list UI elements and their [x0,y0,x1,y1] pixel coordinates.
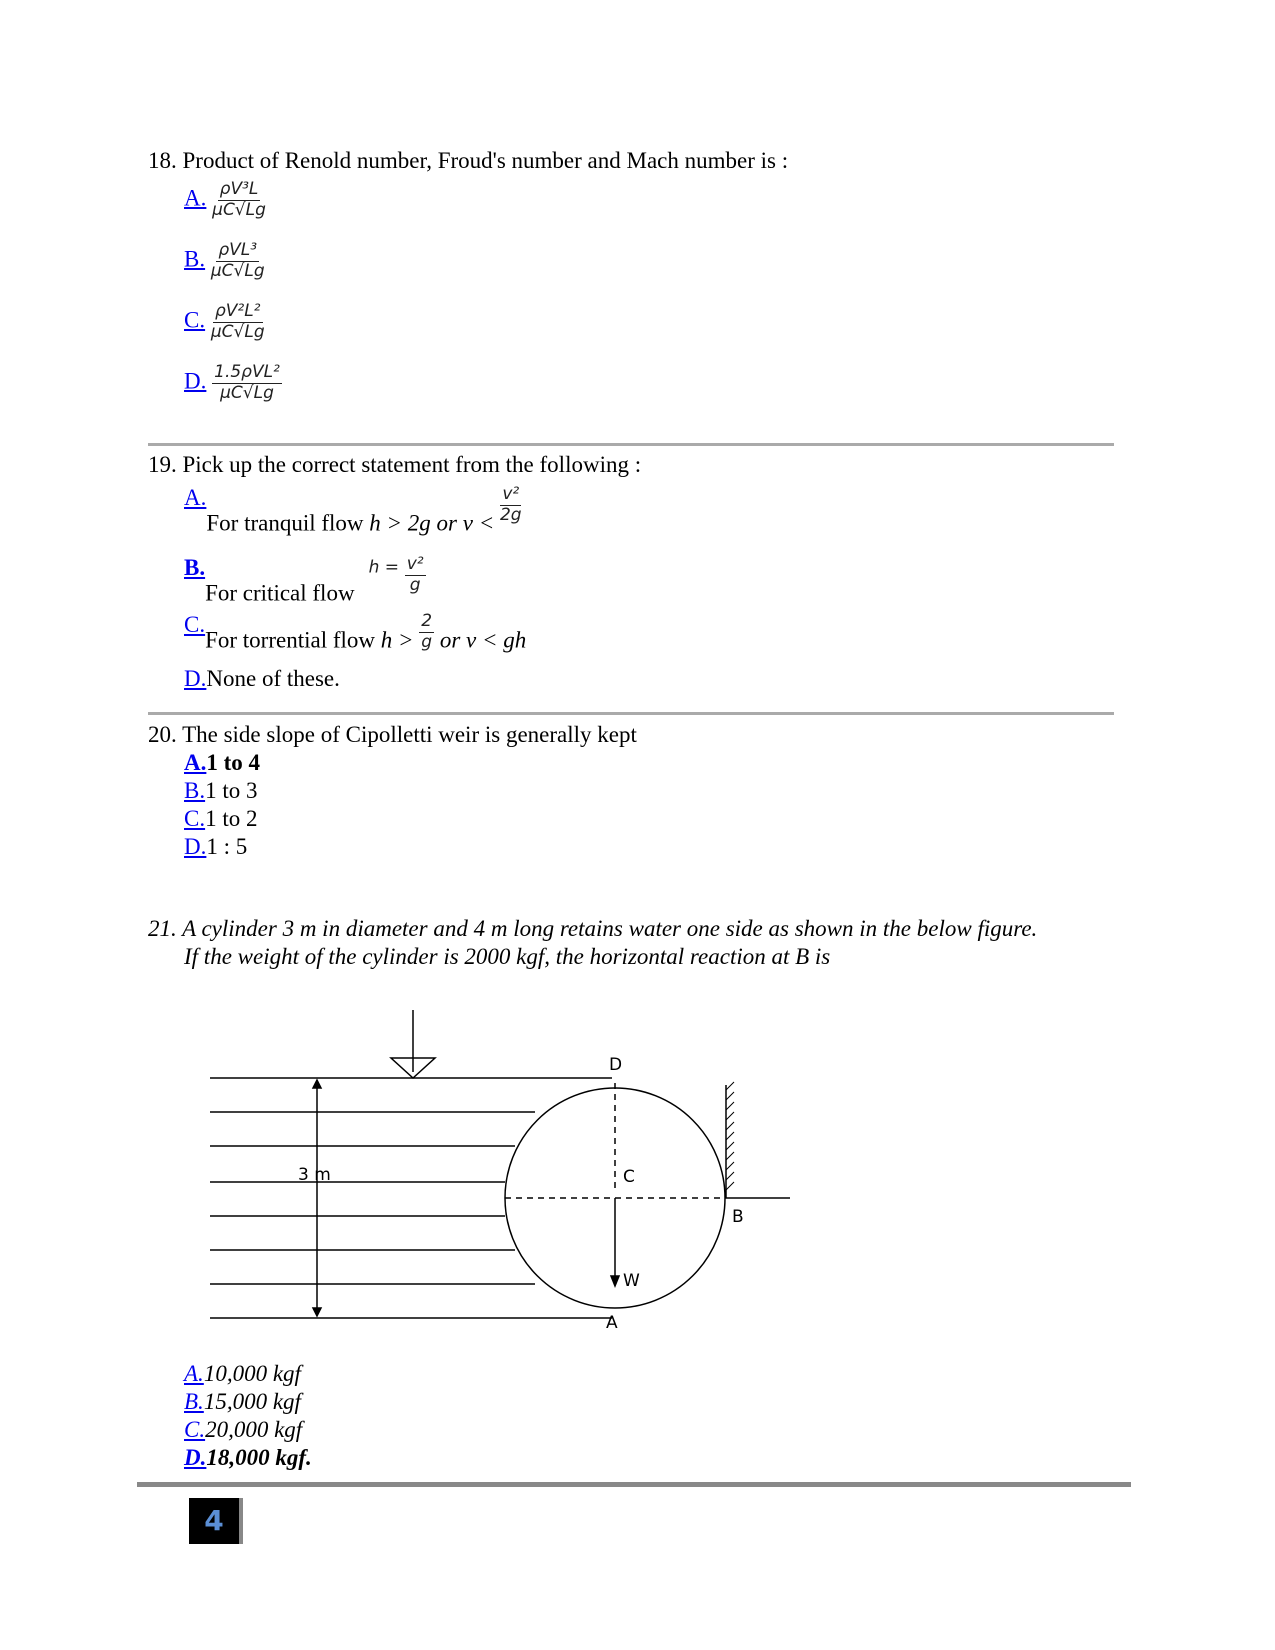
point-d-label: D [609,1055,623,1075]
option-link[interactable]: C. [184,307,206,333]
question-20: 20. The side slope of Cipolletti weir is generally kept [148,722,637,747]
option-text: 18,000 kgf. [206,1445,312,1470]
q21-option-d [184,1445,312,1471]
numerator: ρV²L² [214,301,261,321]
option-text: 15,000 kgf [203,1389,301,1414]
option-link[interactable]: D. [184,1445,207,1470]
option-link[interactable]: C. [184,612,206,637]
point-a-label: A [606,1313,618,1333]
option-link[interactable]: D. [184,666,207,691]
option-text: For torrential flow [205,627,381,653]
option-text: 1 to 4 [206,750,261,775]
numerator: v² [502,484,520,504]
expression: h > [380,627,414,653]
numerator: v² [406,554,424,574]
point-b-label: B [732,1207,744,1227]
option-link[interactable]: D. [184,834,207,859]
question-21-line1: 21. A cylinder 3 m in diameter and 4 m long retains water one side as shown in the below figure. [148,916,1038,941]
denominator: 2g [499,504,522,525]
dimension-label: 3 m [298,1165,331,1185]
option-text: None of these. [206,666,340,691]
denominator: g [409,574,421,595]
denominator: μC√Lg [220,382,274,403]
numerator: 2 [421,611,433,631]
option-link[interactable]: B. [184,246,206,272]
numerator: 1.5ρVL² [214,362,280,382]
option-link[interactable]: A. [184,750,207,775]
denominator: μC√Lg [212,199,266,220]
page-number: 4 [189,1498,243,1544]
option-text: 1 to 2 [205,806,258,831]
option-text: 1 to 3 [205,778,258,803]
question-18: 18. Product of Renold number, Froud's number and Mach number is : [148,148,789,173]
expression: h = [368,557,399,578]
denominator: μC√Lg [210,321,265,342]
footer-rule [137,1482,1131,1487]
option-text: 20,000 kgf [205,1417,303,1442]
option-link[interactable]: B. [184,1389,204,1414]
option-text: For critical flow [205,580,355,606]
numerator: ρV³L [219,179,259,199]
option-text: 1 : 5 [206,834,248,859]
option-link[interactable]: A. [184,1361,204,1386]
q21-option-c [184,1417,302,1443]
q21-option-b [184,1389,301,1415]
option-link[interactable]: B. [184,778,206,803]
option-link[interactable]: C. [184,806,206,831]
q21-option-a [184,1361,301,1387]
expression-tail: or v < gh [439,627,527,653]
question-21-line2: If the weight of the cylinder is 2000 kgf, the horizontal reaction at B is [184,944,831,969]
option-link[interactable]: C. [184,1417,206,1442]
point-c-label: C [623,1167,635,1187]
denominator: μC√Lg [210,260,265,281]
weight-label: W [623,1271,640,1291]
numerator: ρVL³ [218,240,258,260]
option-link[interactable]: A. [184,485,207,510]
option-text: For tranquil flow [206,510,370,536]
option-text: 10,000 kgf [203,1361,301,1386]
option-link[interactable]: A. [184,185,207,211]
option-link[interactable]: B. [184,555,206,580]
expression: h > 2g or v < [369,510,495,536]
question-19: 19. Pick up the correct statement from the following : [148,452,642,477]
denominator: g [421,631,433,652]
option-link[interactable]: D. [184,368,207,394]
